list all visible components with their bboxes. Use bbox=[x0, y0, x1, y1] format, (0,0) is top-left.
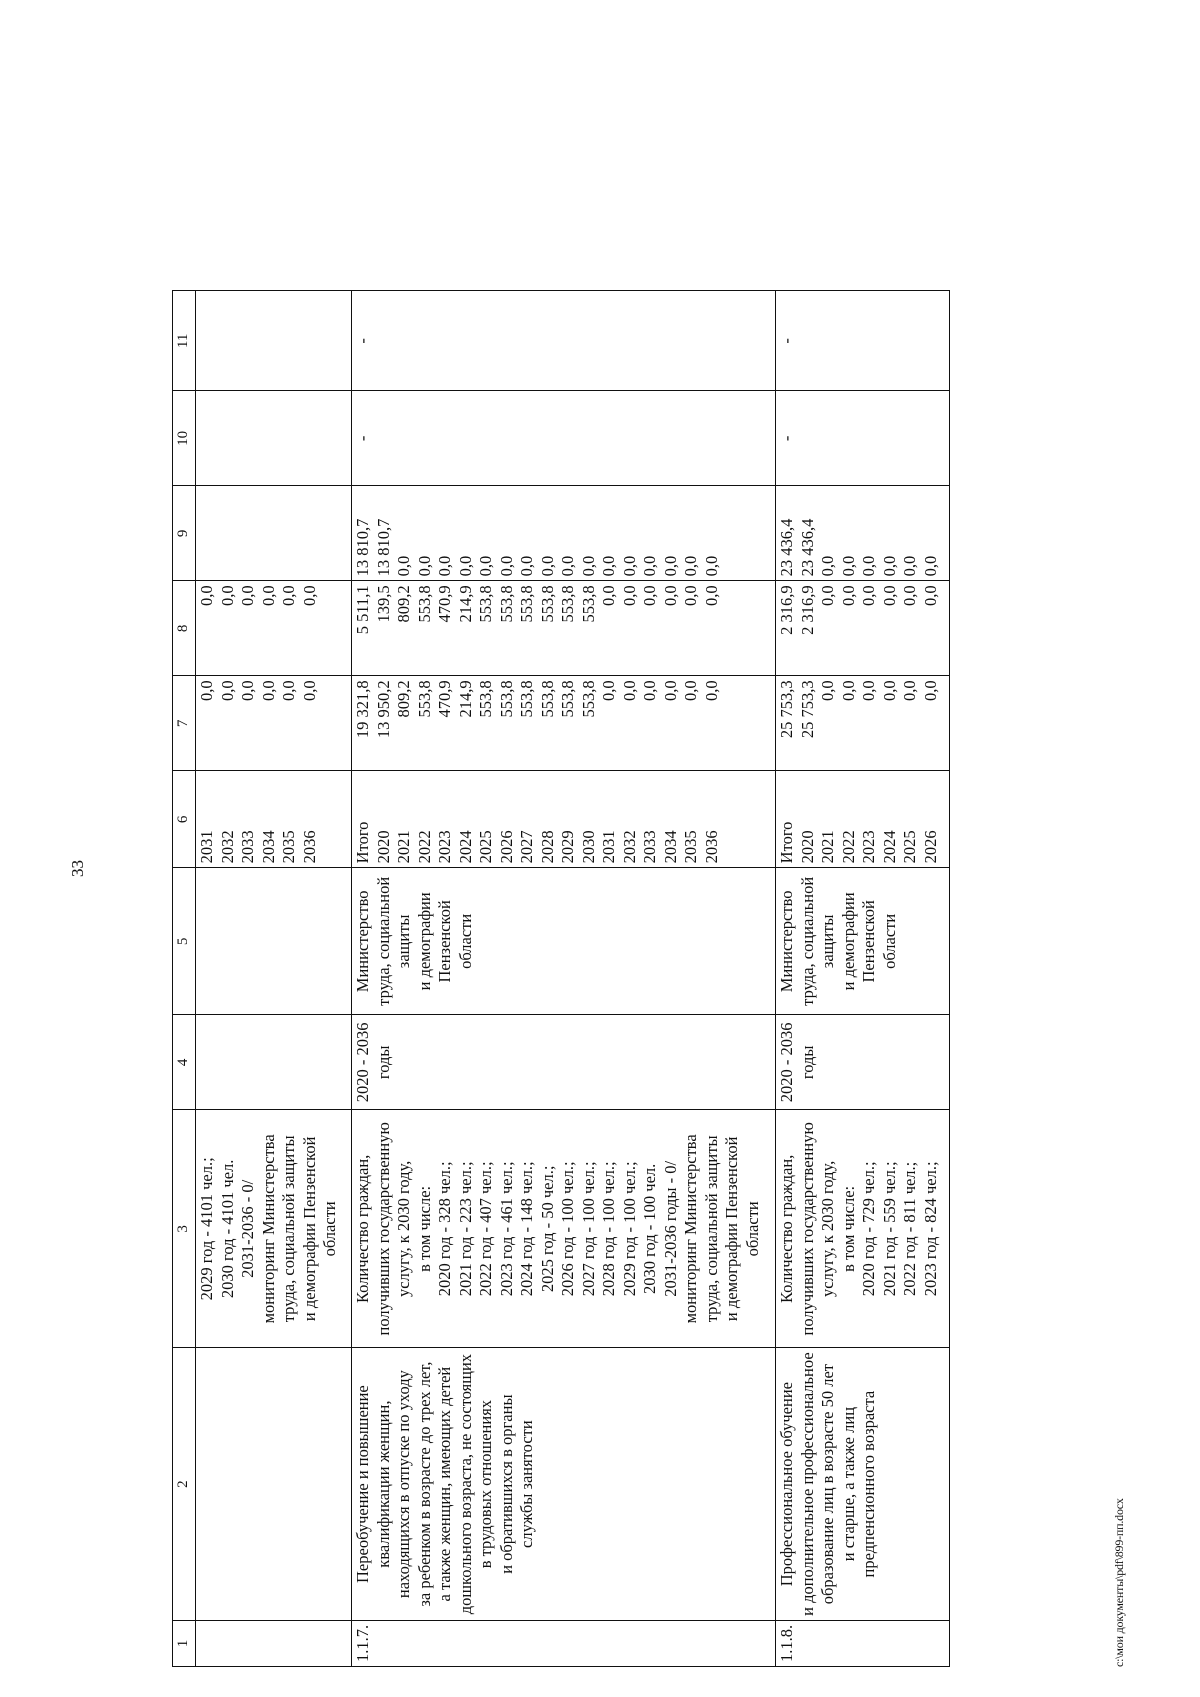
cell-line: 19 321,8 bbox=[353, 680, 372, 739]
col10-value: - bbox=[352, 391, 776, 486]
table-row bbox=[352, 291, 776, 1667]
cell-line: 553,8 bbox=[537, 680, 557, 718]
page-number: 33 bbox=[68, 860, 87, 877]
cell-line: 0,0 bbox=[619, 680, 639, 701]
cell-line: Министерство bbox=[777, 890, 796, 993]
cell-line: 0,0 bbox=[197, 680, 216, 701]
col9-values bbox=[776, 486, 950, 581]
col11-value: - bbox=[776, 291, 950, 391]
program-table bbox=[172, 290, 950, 1667]
cell-line: 0,0 bbox=[859, 585, 878, 606]
cell-line: 0,0 bbox=[279, 680, 298, 701]
cell-line: квалификации женщин, bbox=[373, 1400, 393, 1568]
cell-line: Министерство bbox=[353, 890, 372, 993]
cell-line: 0,0 bbox=[258, 585, 278, 606]
total-values bbox=[776, 676, 950, 771]
cell-line: 2025 bbox=[900, 830, 919, 864]
cell-line: и старше, а также лиц bbox=[838, 1406, 858, 1562]
indicator-text bbox=[776, 1110, 950, 1348]
cell-line: 25 753,3 bbox=[797, 680, 817, 739]
row-number: 1.1.8. bbox=[776, 1620, 950, 1666]
cell-line: в том числе: bbox=[414, 1185, 434, 1272]
column-number: 3 bbox=[173, 1110, 196, 1348]
column-number: 2 bbox=[173, 1348, 196, 1621]
column-number: 1 bbox=[173, 1620, 196, 1666]
cell-line: 2032 bbox=[217, 830, 237, 864]
indicator-text bbox=[352, 1110, 776, 1348]
cell-line: 25 753,3 bbox=[777, 680, 796, 739]
cell-line: Количество граждан, bbox=[777, 1154, 796, 1304]
cell-line: Переобучение и повышение bbox=[353, 1385, 372, 1583]
col8-values bbox=[196, 581, 352, 676]
cell-line: 0,0 bbox=[879, 585, 899, 606]
measure-name bbox=[196, 1348, 352, 1621]
cell-line: 0,0 bbox=[517, 555, 536, 577]
table-row bbox=[196, 291, 352, 1667]
cell-line: 2021 год - 559 чел.; bbox=[879, 1161, 899, 1297]
cell-line: 0,0 bbox=[455, 555, 475, 577]
cell-line: 2036 bbox=[701, 830, 721, 864]
measure-name bbox=[776, 1348, 950, 1621]
cell-line: 2033 bbox=[640, 830, 659, 864]
cell-line: 553,8 bbox=[476, 680, 495, 718]
cell-line: 2027 bbox=[517, 830, 536, 864]
cell-line: 0,0 bbox=[258, 680, 278, 701]
cell-line: 0,0 bbox=[838, 585, 858, 606]
executor bbox=[776, 868, 950, 1015]
cell-line: 214,9 bbox=[455, 585, 475, 623]
col8-values bbox=[352, 581, 776, 676]
column-number: 4 bbox=[173, 1015, 196, 1110]
cell-line: 0,0 bbox=[197, 585, 216, 606]
cell-line: 2031-2036 - 0/ bbox=[238, 1179, 257, 1278]
cell-line: 2030 bbox=[578, 830, 598, 864]
cell-line: 2022 год - 811 чел.; bbox=[900, 1161, 919, 1296]
cell-line: 0,0 bbox=[818, 585, 837, 606]
cell-line: 0,0 bbox=[394, 555, 413, 577]
cell-line: годы bbox=[797, 1045, 817, 1080]
cell-line: 0,0 bbox=[578, 555, 598, 577]
total-values bbox=[196, 676, 352, 771]
cell-line: 23 436,4 bbox=[797, 518, 817, 577]
cell-line: 0,0 bbox=[217, 680, 237, 701]
cell-line: службы занятости bbox=[517, 1420, 536, 1548]
cell-line: 2034 bbox=[258, 830, 278, 864]
col8-values bbox=[776, 581, 950, 676]
years-list bbox=[352, 771, 776, 868]
cell-line: области bbox=[879, 913, 899, 969]
cell-line: 0,0 bbox=[599, 555, 618, 577]
cell-line: 2020 год - 328 чел.; bbox=[435, 1161, 454, 1297]
cell-line: 0,0 bbox=[838, 680, 858, 701]
cell-line: 0,0 bbox=[476, 555, 495, 577]
cell-line: 0,0 bbox=[920, 555, 940, 577]
cell-line: 0,0 bbox=[838, 555, 858, 577]
cell-line: 5 511,1 bbox=[353, 585, 372, 635]
cell-line: 2030 год - 100 чел. bbox=[640, 1163, 659, 1294]
cell-line: 0,0 bbox=[879, 680, 899, 701]
cell-line: 0,0 bbox=[818, 680, 837, 701]
cell-line: 0,0 bbox=[900, 585, 919, 606]
cell-line: защиты bbox=[394, 914, 413, 969]
indicator-text bbox=[196, 1110, 352, 1348]
column-number: 6 bbox=[173, 771, 196, 868]
cell-line: 0,0 bbox=[299, 680, 319, 701]
cell-line: образование лиц в возрасте 50 лет bbox=[818, 1364, 837, 1605]
cell-line: 13 950,2 bbox=[373, 680, 393, 739]
cell-line: и обратившихся в органы bbox=[496, 1394, 516, 1574]
cell-line: труда, социальной bbox=[797, 876, 817, 1006]
cell-line: предпенсионного возраста bbox=[859, 1390, 878, 1578]
column-number: 9 bbox=[173, 486, 196, 581]
cell-line: 2022 год - 407 чел.; bbox=[476, 1161, 495, 1297]
cell-line: 0,0 bbox=[681, 680, 700, 701]
column-number: 8 bbox=[173, 581, 196, 676]
cell-line: 2020 bbox=[373, 830, 393, 864]
cell-line: 2036 bbox=[299, 830, 319, 864]
col10-value: - bbox=[776, 391, 950, 486]
cell-line: 2022 bbox=[838, 830, 858, 864]
cell-line: 2029 год - 100 чел.; bbox=[619, 1161, 639, 1297]
cell-line: 0,0 bbox=[660, 680, 680, 701]
cell-line: 0,0 bbox=[920, 680, 940, 701]
cell-line: 0,0 bbox=[681, 585, 700, 606]
cell-line: 2030 год - 4101 чел. bbox=[217, 1159, 237, 1299]
cell-line: 214,9 bbox=[455, 680, 475, 718]
cell-line: в том числе: bbox=[838, 1185, 858, 1272]
cell-line: 0,0 bbox=[599, 585, 618, 606]
cell-line: области bbox=[455, 913, 475, 969]
cell-line: 0,0 bbox=[435, 555, 454, 577]
cell-line: за ребенком в возрасте до трех лет, bbox=[414, 1361, 434, 1607]
period bbox=[352, 1015, 776, 1110]
cell-line: 0,0 bbox=[900, 680, 919, 701]
cell-line: мониторинг Министерства bbox=[258, 1134, 278, 1324]
column-number: 7 bbox=[173, 676, 196, 771]
cell-line: Итого bbox=[353, 821, 372, 864]
cell-line: находящихся в отпуске по уходу bbox=[394, 1370, 413, 1599]
cell-line: 0,0 bbox=[660, 555, 680, 577]
cell-line: труда, социальной bbox=[373, 876, 393, 1006]
cell-line: 2026 bbox=[920, 830, 940, 864]
cell-line: 0,0 bbox=[619, 555, 639, 577]
cell-line: 2020 bbox=[797, 830, 817, 864]
cell-line: 2021 год - 223 чел.; bbox=[455, 1161, 475, 1297]
cell-line: 2023 bbox=[859, 830, 878, 864]
cell-line: 2033 bbox=[238, 830, 257, 864]
cell-line: получивших государственную bbox=[797, 1122, 817, 1336]
col10-value bbox=[196, 391, 352, 486]
cell-line: 0,0 bbox=[859, 555, 878, 577]
total-values bbox=[352, 676, 776, 771]
column-number: 11 bbox=[173, 291, 196, 391]
cell-line: 2034 bbox=[660, 830, 680, 864]
cell-line: 2024 bbox=[879, 830, 899, 864]
footer-file-path: c:\мои документы\pdf\899-пп.docx bbox=[1112, 1498, 1126, 1667]
cell-line: 0,0 bbox=[599, 680, 618, 701]
cell-line: 2023 год - 461 чел.; bbox=[496, 1161, 516, 1297]
column-number: 5 bbox=[173, 868, 196, 1015]
table-row bbox=[776, 291, 950, 1667]
col11-value: - bbox=[352, 291, 776, 391]
cell-line: 2024 bbox=[455, 830, 475, 864]
cell-line: в трудовых отношениях bbox=[476, 1399, 495, 1569]
cell-line: и демографии Пензенской bbox=[722, 1136, 741, 1322]
cell-line: 809,2 bbox=[394, 680, 413, 718]
cell-line: дошкольного возраста, не состоящих bbox=[455, 1353, 475, 1615]
cell-line: 0,0 bbox=[496, 555, 516, 577]
cell-line: 0,0 bbox=[859, 680, 878, 701]
cell-line: 2 316,9 bbox=[777, 585, 796, 635]
cell-line: получивших государственную bbox=[373, 1122, 393, 1336]
cell-line: 2027 год - 100 чел.; bbox=[578, 1161, 598, 1297]
cell-line: 553,8 bbox=[517, 680, 536, 718]
cell-line: 0,0 bbox=[640, 585, 659, 606]
cell-line: и демографии Пензенской bbox=[299, 1136, 319, 1322]
cell-line: 553,8 bbox=[496, 680, 516, 718]
cell-line: и демографии bbox=[838, 892, 858, 991]
cell-line: 553,8 bbox=[578, 680, 598, 718]
cell-line: 2020 - 2036 bbox=[777, 1022, 796, 1103]
cell-line: 0,0 bbox=[660, 585, 680, 606]
cell-line: годы bbox=[373, 1045, 393, 1080]
cell-line: 553,8 bbox=[517, 585, 536, 623]
cell-line: 0,0 bbox=[681, 555, 700, 577]
cell-line: услугу, к 2030 году, bbox=[394, 1160, 413, 1297]
cell-line: 0,0 bbox=[299, 585, 319, 606]
row-number bbox=[196, 1620, 352, 1666]
cell-line: области bbox=[742, 1201, 762, 1257]
cell-line: труда, социальной защиты bbox=[279, 1135, 298, 1323]
cell-line: 0,0 bbox=[217, 585, 237, 606]
cell-line: 0,0 bbox=[238, 585, 257, 606]
cell-line: а также женщин, имеющих детей bbox=[435, 1366, 454, 1602]
cell-line: 553,8 bbox=[414, 680, 434, 718]
col9-values bbox=[196, 486, 352, 581]
period bbox=[196, 1015, 352, 1110]
cell-line: 553,8 bbox=[578, 585, 598, 623]
cell-line: 0,0 bbox=[640, 680, 659, 701]
cell-line: Количество граждан, bbox=[353, 1154, 372, 1304]
cell-line: Пензенской bbox=[859, 900, 878, 983]
years-list bbox=[196, 771, 352, 868]
cell-line: 2029 год - 4101 чел.; bbox=[197, 1157, 216, 1301]
cell-line: 553,8 bbox=[496, 585, 516, 623]
cell-line: 809,2 bbox=[394, 585, 413, 623]
cell-line: 553,8 bbox=[558, 585, 577, 623]
cell-line: и дополнительное профессиональное bbox=[797, 1352, 817, 1616]
cell-line: Пензенской bbox=[435, 900, 454, 983]
cell-line: 2031-2036 годы - 0/ bbox=[660, 1160, 680, 1297]
cell-line: 2021 bbox=[818, 830, 837, 864]
cell-line: 139,5 bbox=[373, 585, 393, 623]
cell-line: 553,8 bbox=[558, 680, 577, 718]
cell-line: услугу, к 2030 году, bbox=[818, 1160, 837, 1297]
cell-line: 2 316,9 bbox=[797, 585, 817, 635]
cell-line: 0,0 bbox=[238, 680, 257, 701]
cell-line: 2032 bbox=[619, 830, 639, 864]
cell-line: и демографии bbox=[414, 892, 434, 991]
cell-line: труда, социальной защиты bbox=[701, 1135, 721, 1323]
cell-line: области bbox=[320, 1201, 339, 1257]
cell-line: защиты bbox=[818, 914, 837, 969]
cell-line: 2020 - 2036 bbox=[353, 1022, 372, 1103]
cell-line: 2028 год - 100 чел.; bbox=[599, 1161, 618, 1297]
cell-line: 13 810,7 bbox=[353, 518, 372, 577]
period bbox=[776, 1015, 950, 1110]
cell-line: 0,0 bbox=[619, 585, 639, 606]
cell-line: 0,0 bbox=[900, 555, 919, 577]
cell-line: 2028 bbox=[537, 830, 557, 864]
cell-line: 0,0 bbox=[818, 555, 837, 577]
row-number: 1.1.7. bbox=[352, 1620, 776, 1666]
col11-value bbox=[196, 291, 352, 391]
column-number-row bbox=[173, 291, 196, 1667]
col9-values bbox=[352, 486, 776, 581]
cell-line: 0,0 bbox=[701, 585, 721, 606]
cell-line: 13 810,7 bbox=[373, 518, 393, 577]
cell-line: 0,0 bbox=[920, 585, 940, 606]
cell-line: 0,0 bbox=[879, 555, 899, 577]
cell-line: 2020 год - 729 чел.; bbox=[859, 1161, 878, 1297]
cell-line: Итого bbox=[777, 821, 796, 864]
column-number: 10 bbox=[173, 391, 196, 486]
cell-line: 2029 bbox=[558, 830, 577, 864]
cell-line: Профессиональное обучение bbox=[777, 1382, 796, 1587]
cell-line: 0,0 bbox=[537, 555, 557, 577]
cell-line: 2022 bbox=[414, 830, 434, 864]
cell-line: 0,0 bbox=[279, 585, 298, 606]
executor bbox=[196, 868, 352, 1015]
cell-line: 2025 bbox=[476, 830, 495, 864]
cell-line: 23 436,4 bbox=[777, 518, 796, 577]
cell-line: 470,9 bbox=[435, 585, 454, 623]
cell-line: мониторинг Министерства bbox=[681, 1134, 700, 1324]
cell-line: 470,9 bbox=[435, 680, 454, 718]
cell-line: 553,8 bbox=[414, 585, 434, 623]
cell-line: 2026 год - 100 чел.; bbox=[558, 1161, 577, 1297]
cell-line: 553,8 bbox=[476, 585, 495, 623]
cell-line: 0,0 bbox=[414, 555, 434, 577]
cell-line: 2031 bbox=[599, 830, 618, 864]
years-list bbox=[776, 771, 950, 868]
cell-line: 2021 bbox=[394, 830, 413, 864]
cell-line: 2035 bbox=[279, 830, 298, 864]
measure-name bbox=[352, 1348, 776, 1621]
cell-line: 2023 год - 824 чел.; bbox=[920, 1161, 940, 1297]
cell-line: 2024 год - 148 чел.; bbox=[517, 1161, 536, 1297]
executor bbox=[352, 868, 776, 1015]
cell-line: 553,8 bbox=[537, 585, 557, 623]
cell-line: 2023 bbox=[435, 830, 454, 864]
cell-line: 0,0 bbox=[640, 555, 659, 577]
cell-line: 2026 bbox=[496, 830, 516, 864]
cell-line: 0,0 bbox=[701, 680, 721, 701]
cell-line: 0,0 bbox=[701, 555, 721, 577]
cell-line: 2031 bbox=[197, 830, 216, 864]
cell-line: 2025 год - 50 чел.; bbox=[537, 1165, 557, 1293]
cell-line: 2035 bbox=[681, 830, 700, 864]
cell-line: 0,0 bbox=[558, 555, 577, 577]
